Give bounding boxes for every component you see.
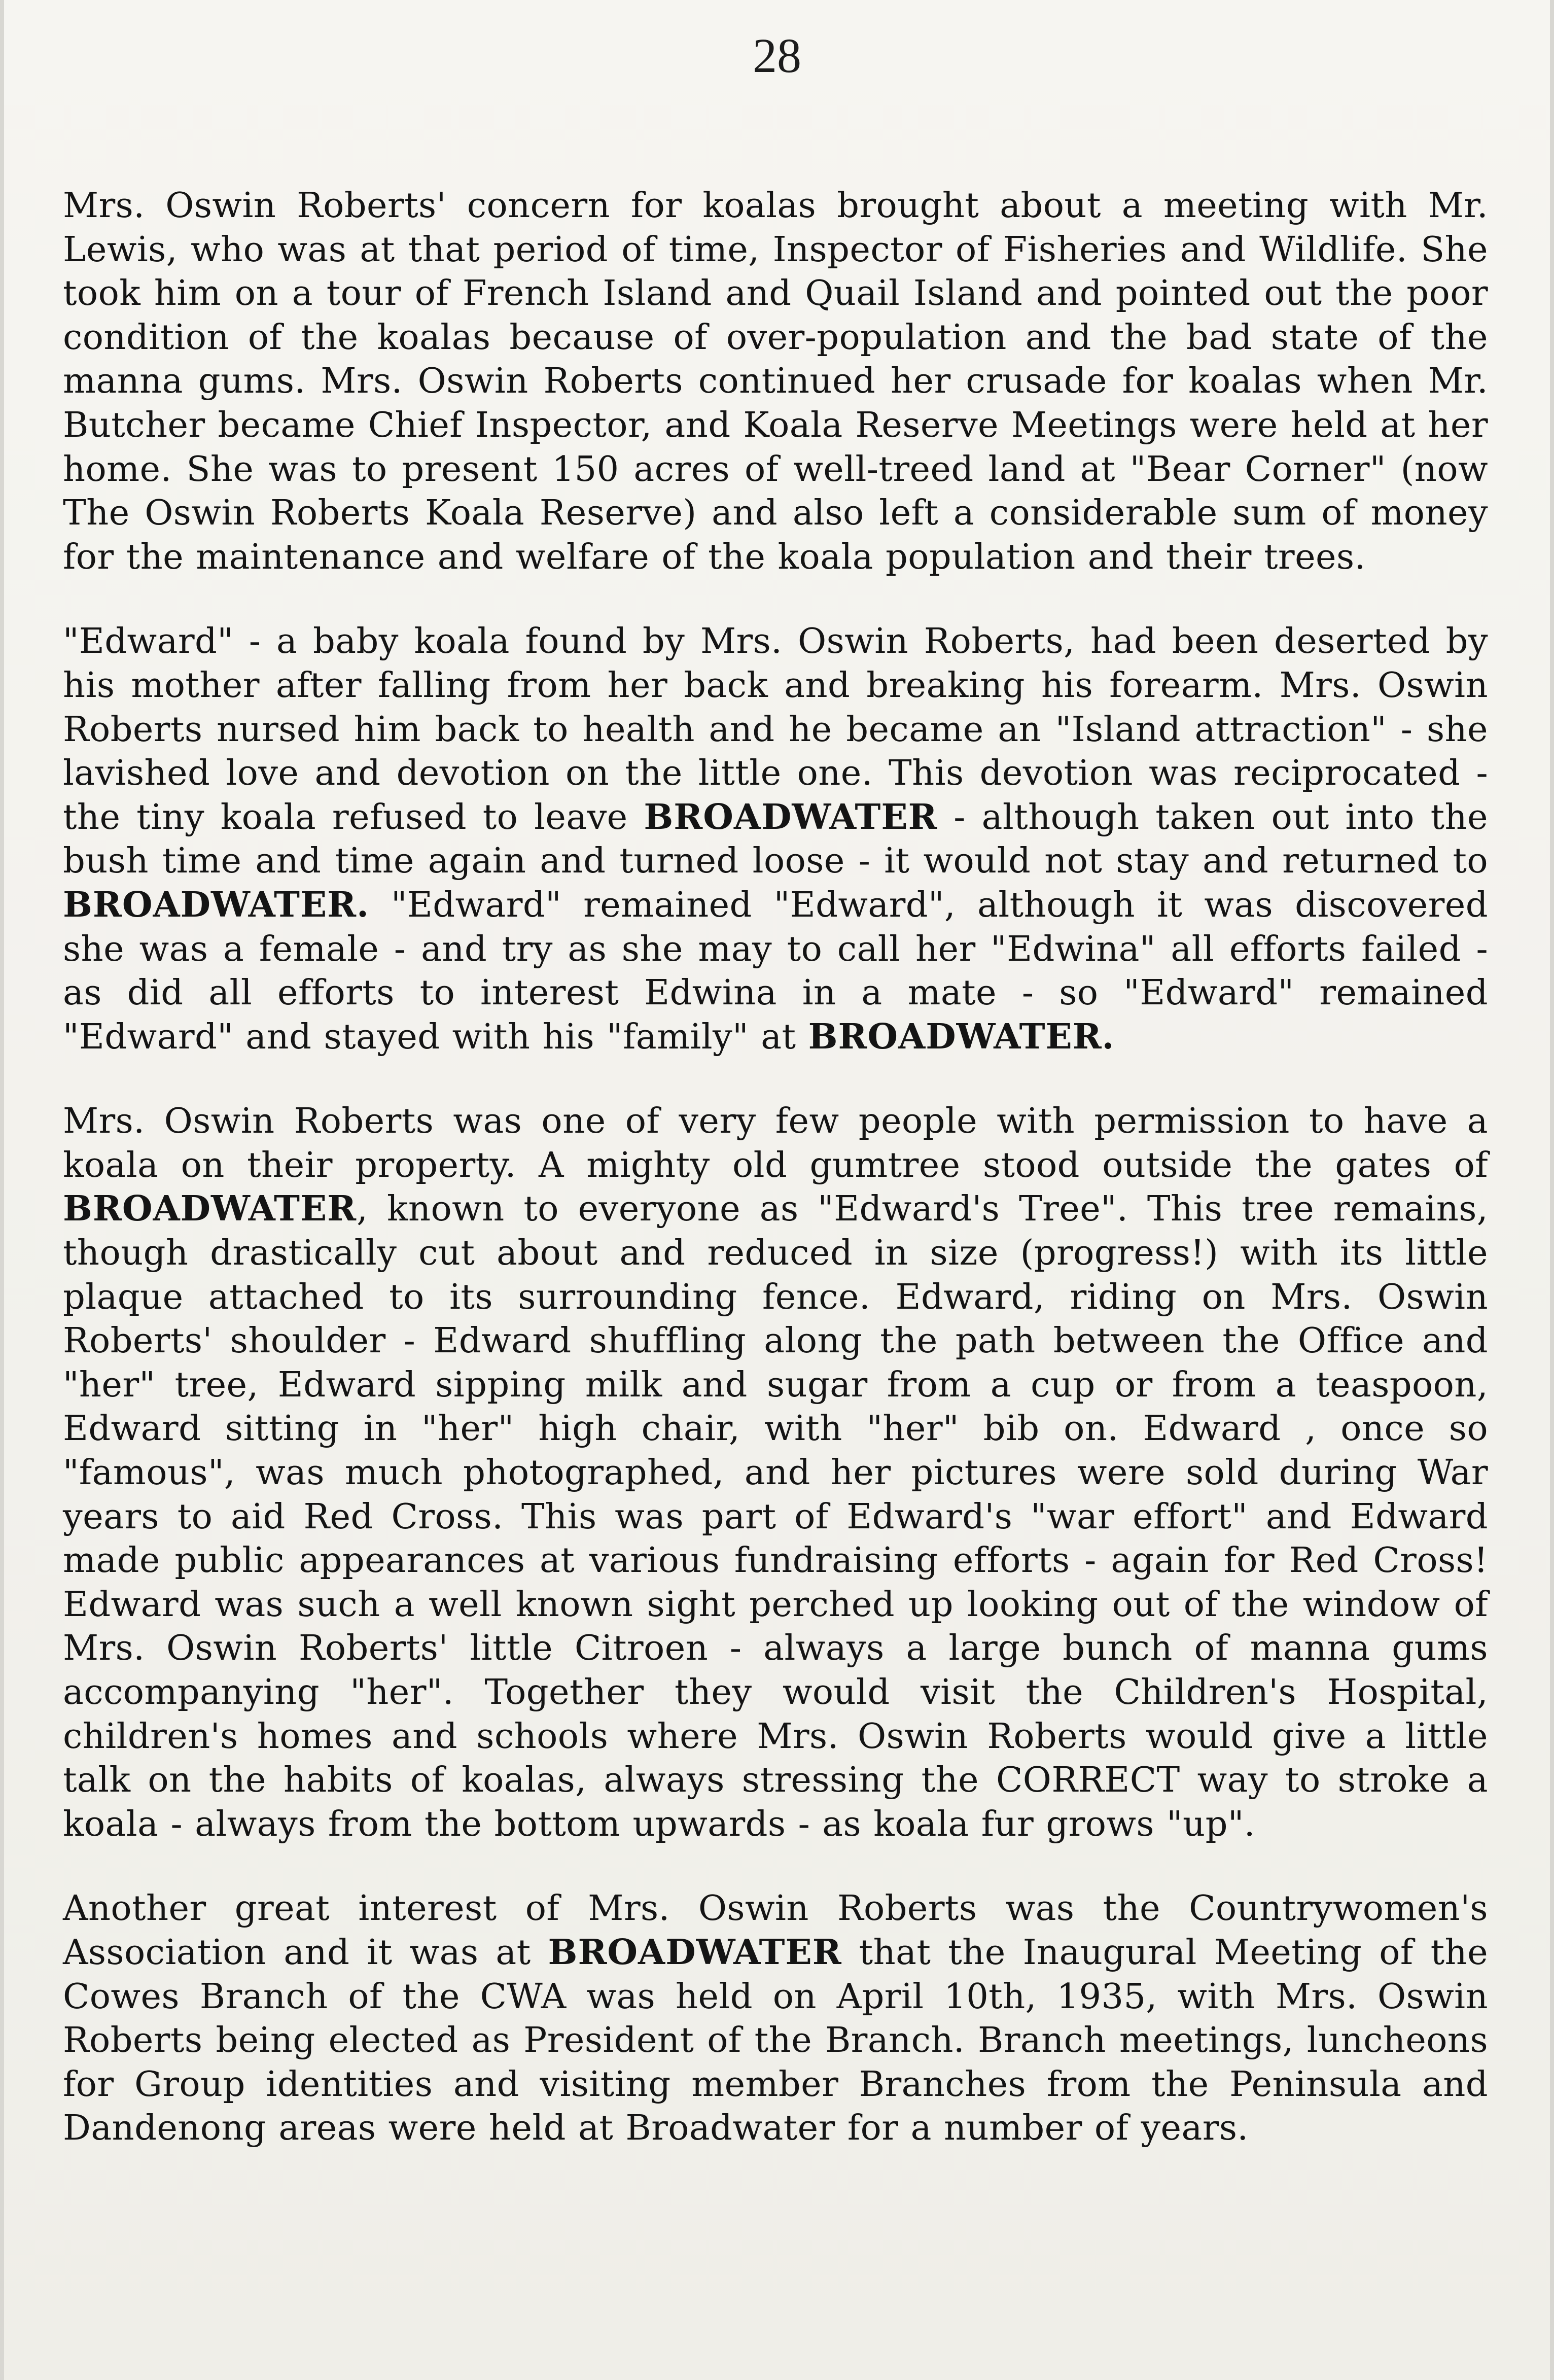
bold-text-run: BROADWATER [548, 1932, 842, 1973]
text-run: Another great interest of Mrs. Oswin Roberts was the Countrywomen's Association and it was at [63, 1888, 1488, 1973]
text-run: "Edward" - a baby koala found by Mrs. Oswin Roberts, had been deserted by his mother after falling from her back and breaking his forearm. Mrs. Oswin Roberts nursed him back to health and he became an "Island attraction" - she lavished love and devotion on the little one. This devotion was reciprocated - the tiny koala refused to leave [63, 621, 1488, 837]
bold-text-run: BROADWATER. [63, 884, 369, 925]
paragraph-edward-koala [63, 619, 1488, 1059]
paragraph-countrywomens-association [63, 1886, 1488, 2150]
paragraph-koala-concern [63, 184, 1488, 579]
bold-text-run: BROADWATER [63, 1188, 357, 1230]
text-run: "Edward" remained "Edward", although it was discovered she was a female - and try as she may to call her "Edwina" all efforts failed - as did all efforts to interest Edwina in a mate - so "Edward" remained "Edward" and stayed with his "family" at [63, 884, 1488, 1057]
text-run: that the Inaugural Meeting of the Cowes Branch of the CWA was held on April 10th, 1935, with Mrs. Oswin Roberts being elected as President of the Branch. Branch meetings, luncheons for Group identities and visiting member Branches from the Peninsula and Dandenong areas were held at Broadwater for a number of years. [63, 1932, 1489, 2149]
text-run: Mrs. Oswin Roberts was one of very few people with permission to have a koala on their property. A mighty old gumtree stood outside the gates of [63, 1101, 1488, 1185]
text-run: - although taken out into the bush time and time again and turned loose - it would not stay and returned to [63, 796, 1488, 882]
text-run: Mrs. Oswin Roberts' concern for koalas brought about a meeting with Mr. Lewis, who was at that period of time, Inspector of Fisheries and Wildlife. She took him on a tour of French Island and Quail Island and pointed out the poor condition of the koalas because of over-population and the bad state of the manna gums. Mrs. Oswin Roberts continued her crusade for koalas when Mr. Butcher became Chief Inspector, and Koala Reserve Meetings were held at her home. She was to present 150 acres of well-treed land at "Bear Corner" (now The Oswin Roberts Koala Reserve) and also left a considerable sum of money for the maintenance and welfare of the koala population and their trees. [63, 185, 1488, 577]
page-edge-right [1550, 0, 1554, 2380]
text-body [63, 184, 1488, 2150]
bold-text-run: BROADWATER. [808, 1016, 1115, 1057]
page-number: 28 [753, 28, 801, 83]
text-run: , known to everyone as "Edward's Tree". This tree remains, though drastically cut about and reduced in size (progress!) with its little plaque attached to its surrounding fence. Edward, riding on Mrs. Oswin Roberts' shoulder - Edward shuffling along the path between the Office and "her" tree, Edward sipping milk and sugar from a cup or from a teaspoon, Edward sitting in "her" high chair, with "her" bib on. Edward , once so "famous", was much photographed, and her pictures were sold during War years to aid Red Cross. This was part of Edward's "war effort" and Edward made public appearances at various fundraising efforts - again for Red Cross! Edward was such a well known sight perched up looking out of the window of Mrs. Oswin Roberts' little Citroen - always a large bunch of manna gums accompanying "her". Together they would visit the Children's Hospital, children's homes and schools where Mrs. Oswin Roberts would give a little talk on the habits of koalas, always stressing the CORRECT way to stroke a koala - always from the bottom upwards - as koala fur grows "up". [63, 1188, 1488, 1844]
paragraph-edwards-tree [63, 1099, 1488, 1846]
bold-text-run: BROADWATER [644, 796, 938, 837]
page-edge-left [0, 0, 4, 2380]
